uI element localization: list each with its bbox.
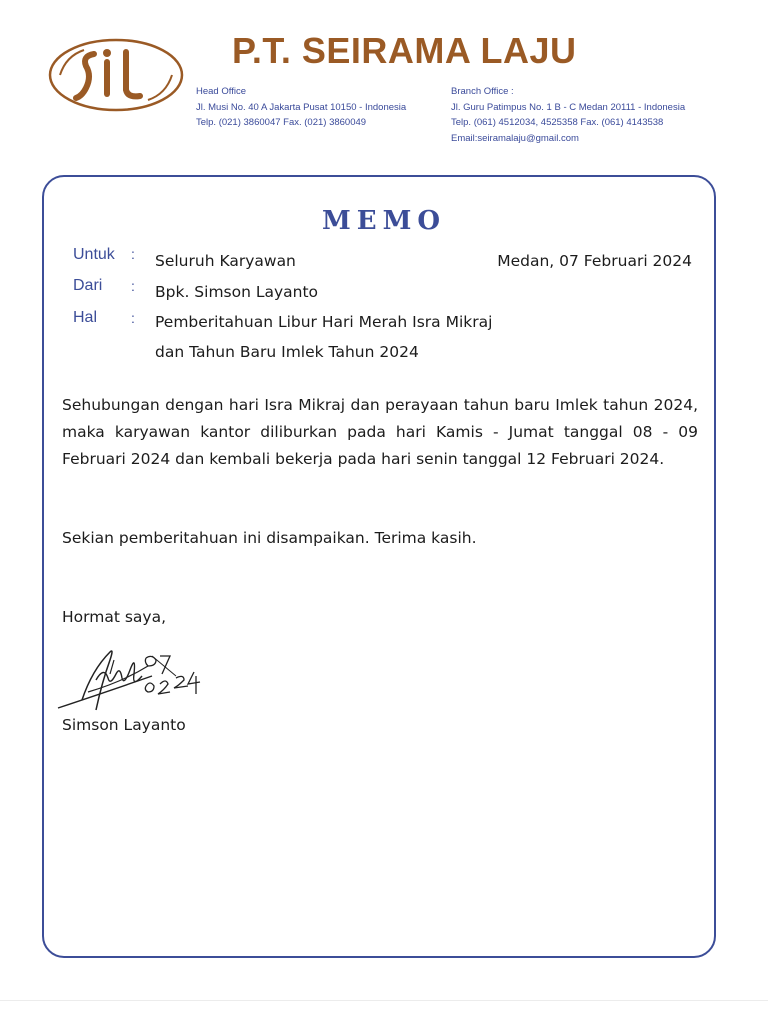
field-value-hal: Pemberitahuan Libur Hari Merah Isra Mikraj bbox=[155, 313, 493, 331]
field-label-dari: Dari bbox=[73, 277, 103, 294]
branch-office-label: Branch Office : bbox=[451, 86, 514, 97]
field-colon-dari: : bbox=[131, 278, 135, 294]
handwritten-signature bbox=[52, 630, 212, 720]
branch-office-address: Jl. Guru Patimpus No. 1 B - C Medan 20111 - Indonesia bbox=[451, 101, 686, 113]
head-office-address: Jl. Musi No. 40 A Jakarta Pusat 10150 - Indonesia bbox=[196, 101, 407, 113]
field-value-hal-line2: dan Tahun Baru Imlek Tahun 2024 bbox=[155, 343, 419, 361]
memo-date: Medan, 07 Februari 2024 bbox=[497, 252, 692, 270]
field-colon-untuk: : bbox=[131, 246, 135, 262]
memo-body-paragraph: Sehubungan dengan hari Isra Mikraj dan perayaan tahun baru Imlek tahun 2024, maka karyawan kantor diliburkan pada hari Kamis - Jumat tanggal 08 - 09 Februari 2024 dan kembali bekerja pada hari senin tanggal 12 Februari 2024. bbox=[62, 396, 698, 468]
memo-title: MEMO bbox=[321, 206, 447, 236]
field-label-hal: Hal bbox=[73, 309, 98, 326]
field-label-untuk: Untuk bbox=[73, 246, 115, 263]
field-value-untuk: Seluruh Karyawan bbox=[155, 252, 296, 270]
company-logo bbox=[46, 36, 186, 114]
signer-name: Simson Layanto bbox=[62, 716, 186, 734]
memo-body-paragraph: Sekian pemberitahuan ini disampaikan. Terima kasih. bbox=[62, 529, 477, 547]
memo-closing: Hormat saya, bbox=[62, 608, 167, 626]
head-office-info bbox=[196, 84, 406, 131]
head-office-phone: Telp. (021) 3860047 Fax. (021) 3860049 bbox=[196, 117, 367, 128]
branch-office-phone: Telp. (061) 4512034, 4525358 Fax. (061) 4143538 bbox=[451, 117, 664, 128]
branch-office-info bbox=[451, 84, 685, 146]
field-colon-hal: : bbox=[131, 310, 135, 326]
scan-edge-divider bbox=[0, 1000, 768, 1001]
branch-office-email[interactable]: Email:seiramalaju@gmail.com bbox=[451, 132, 579, 144]
head-office-label: Head Office bbox=[196, 86, 246, 97]
field-value-dari: Bpk. Simson Layanto bbox=[155, 283, 319, 301]
company-name: P.T. SEIRAMA LAJU bbox=[232, 30, 577, 71]
memo-frame bbox=[42, 175, 716, 958]
